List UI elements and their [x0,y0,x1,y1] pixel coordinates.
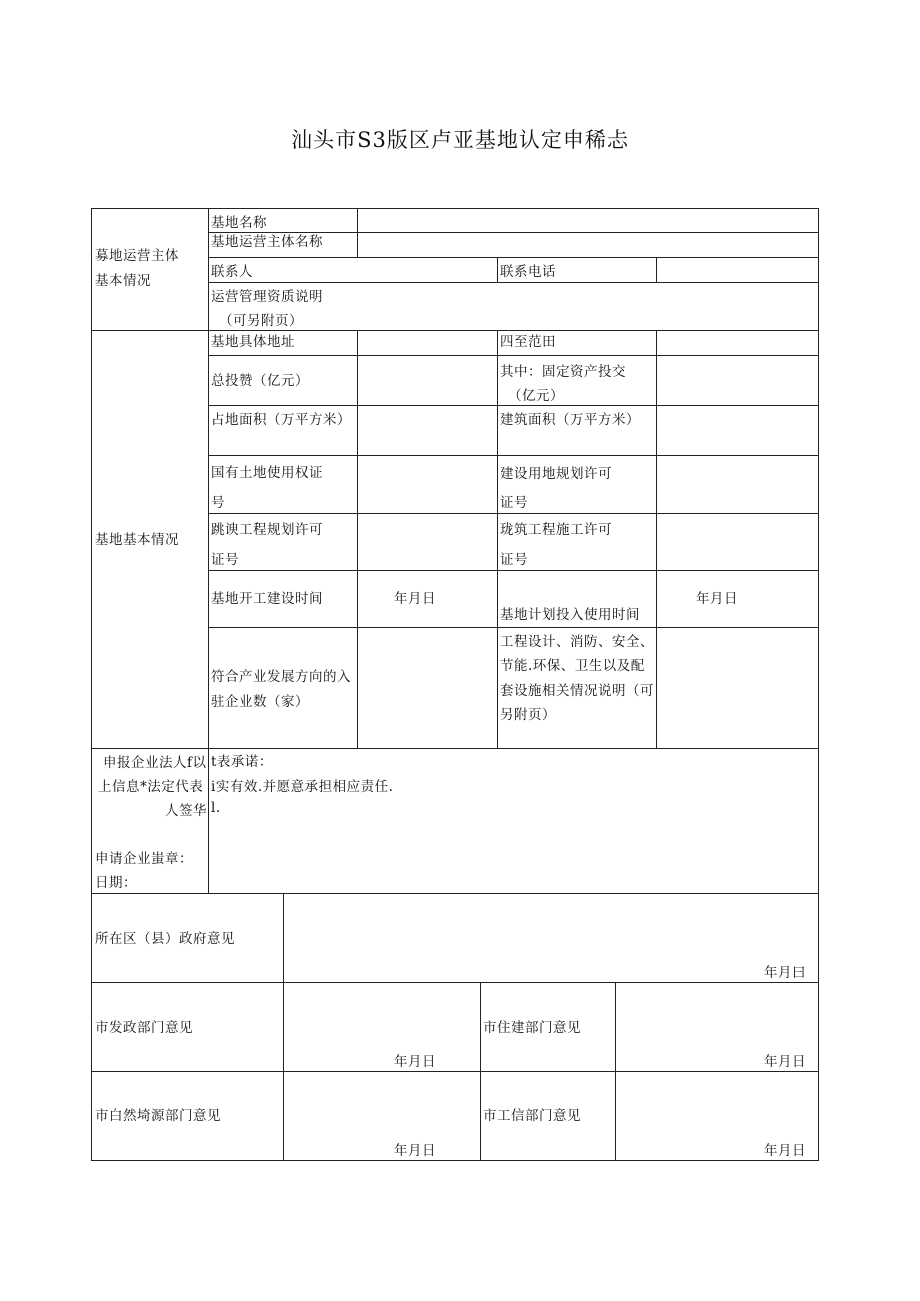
operator-name-label: 基地运营主体名称 [211,234,323,250]
declaration-signature-area[interactable] [209,820,818,892]
table-right-border [818,208,819,1161]
section1-label-line2: 基本情况 [95,273,151,289]
facilities-label-line2: 节能.环保、卫生以及配 [500,658,645,674]
section2-label: 基地基本情况 [95,532,179,548]
total-invest-label: 总投赞（亿元） [211,373,309,389]
land-plan-label-line2: 证号 [500,495,528,511]
natural-res-opinion-label: 市白然埼源部门意见 [95,1108,221,1124]
contact-label: 联系人 [211,264,253,280]
construct-permit-label-line1: 珑筑工程施工许可 [500,522,612,538]
page-title: 汕头市S3版区卢亚基地认定申稀忐 [291,128,629,152]
companies-label-line1: 符合产业发展方向的入 [211,669,351,685]
facilities-field[interactable] [657,628,818,748]
build-area-label: 建筑面积（万平方米） [500,412,640,428]
land-area-label: 占地面积（万平方米） [211,412,351,428]
district-opinion-date: 年月曰 [764,965,806,981]
phone-field[interactable] [657,258,818,282]
declaration-left-line3: 人签华 [165,803,207,819]
construct-permit-label-line2: 证号 [500,552,528,568]
phone-label: 联系电话 [500,264,556,280]
use-date-field[interactable]: 年月日 [696,591,738,607]
fixed-invest-label-line2: （亿元） [508,388,564,404]
companies-field[interactable] [358,628,497,748]
qualification-label-line2: （可另附页） [219,313,303,329]
industry-it-opinion-date: 年月日 [764,1143,806,1159]
construct-permit-field[interactable] [657,514,818,570]
section-divider [91,748,819,749]
natural-res-opinion-date: 年月日 [394,1143,436,1159]
build-area-field[interactable] [657,406,818,455]
eng-plan-label-line1: 跳谀工程规划许可 [211,522,323,538]
facilities-label-line3: 套设施相关情况说明（可 [500,683,654,699]
col-divider [208,208,209,894]
dev-reform-opinion-label: 市发政部门意见 [95,1020,193,1036]
land-area-field[interactable] [358,406,497,455]
col-divider [497,330,498,749]
section1-label-line1: 募地运营主体 [95,248,179,264]
housing-opinion-date: 年月日 [764,1054,806,1070]
land-cert-label-line2: 号 [211,495,225,511]
qualification-field[interactable] [358,283,818,330]
land-cert-field[interactable] [358,456,497,513]
base-name-label: 基地名称 [211,215,267,231]
start-date-field[interactable]: 年月日 [394,591,436,607]
eng-plan-field[interactable] [358,514,497,570]
address-field[interactable] [358,331,497,355]
total-invest-field[interactable] [358,356,497,405]
fixed-invest-field[interactable] [657,356,818,405]
base-name-field[interactable] [358,209,818,232]
declaration-right-line2: i实有效.并愿意承担相应责任. [211,779,394,795]
col-divider [480,982,481,1161]
declaration-left-line1: 申报企业法人f以 [103,755,207,771]
dev-reform-opinion-date: 年月日 [394,1054,436,1070]
use-time-label: 基地计划投入使用时间 [500,607,640,623]
declaration-right-line1: t表承诺： [211,754,273,770]
start-time-label: 基地开工建设时间 [211,591,323,607]
natural-res-opinion-field[interactable] [284,1072,480,1160]
facilities-label-line4: 另附页） [500,707,556,723]
district-opinion-label: 所在区（县）政府意见 [95,931,235,947]
table-left-border [91,208,92,1161]
district-opinion-field[interactable] [284,894,818,982]
col-divider [497,257,498,283]
boundary-field[interactable] [657,331,818,355]
companies-label-line2: 驻企业数（家） [211,694,309,710]
eng-plan-label-line2: 证号 [211,552,239,568]
contact-field[interactable] [209,258,497,282]
qualification-label-line1: 运营管理资质说明 [211,289,323,305]
date-label: 日期： [95,875,137,891]
housing-opinion-label: 市住建部门意见 [483,1020,581,1036]
declaration-left-line2: 上信息*法定代表 [98,779,204,795]
land-plan-label-line1: 建设用地规划许可 [500,466,612,482]
dev-reform-opinion-field[interactable] [284,983,480,1071]
land-plan-field[interactable] [657,456,818,513]
land-cert-label-line1: 国有土地使用权证 [211,465,323,481]
declaration-right-line3: l. [211,800,221,816]
fixed-invest-label-line1: 其中：固定资产投交 [500,364,626,380]
row-divider [208,570,819,571]
industry-it-opinion-label: 市工信部门意见 [483,1108,581,1124]
boundary-label: 四至范田 [500,334,556,350]
facilities-label-line1: 工程设计、消防、安全、 [500,634,654,650]
table-bottom-border [91,1160,819,1161]
company-seal-label: 申请企业蚩章： [95,851,193,867]
operator-name-field[interactable] [358,233,818,257]
address-label: 基地具体地址 [211,334,295,350]
